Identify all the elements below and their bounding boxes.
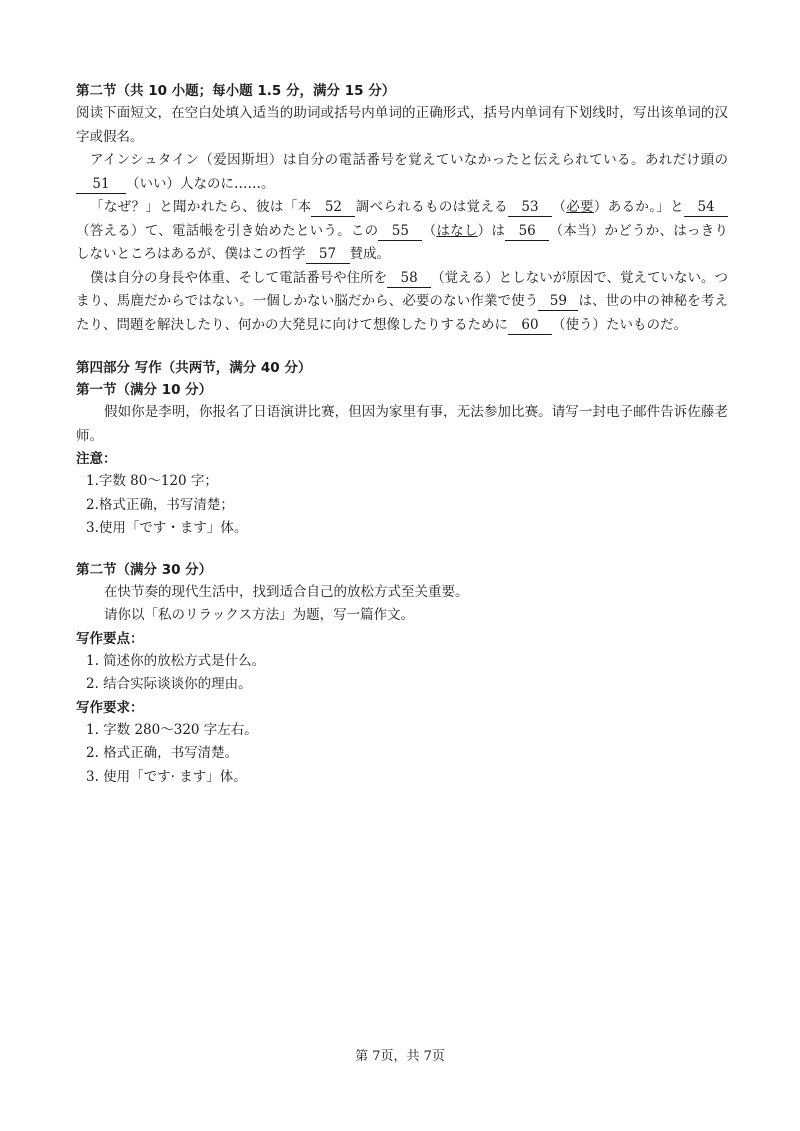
- passage-text: （覚える）としないが原因で、覚えていない。つまり、馬鹿だからではない。一個しかない脳だから、必要のない作業で使う: [76, 269, 729, 309]
- section-heading: 第二节（满分 30 分）: [76, 561, 213, 578]
- blank-59[interactable]: 59: [538, 292, 578, 311]
- notes-label: 注意：: [76, 451, 117, 467]
- passage-text: 賛成。: [349, 246, 390, 262]
- section-heading: 第二节（共 10 小题；每小题 1.5 分，满分 15 分）: [76, 83, 396, 99]
- note-item: 2.格式正确，书写清楚；: [86, 496, 234, 513]
- page-number: 第 7页，共 7页: [355, 1049, 445, 1064]
- passage-paragraph-2: [76, 196, 728, 267]
- writing-prompt: 请你以「私のリラックス方法」为题，写一篇作文。: [104, 607, 415, 623]
- part-heading: 第四部分 写作（共两节，满分 40 分）: [76, 360, 312, 376]
- passage-text: ）あるか。」と: [593, 199, 685, 215]
- passage-text: ）は: [477, 222, 506, 239]
- blank-51[interactable]: 51: [76, 175, 126, 194]
- blank-55[interactable]: 55: [378, 222, 422, 241]
- spacer: [76, 337, 728, 357]
- blank-54[interactable]: 54: [684, 198, 728, 217]
- passage-text: （: [552, 199, 567, 215]
- passage-paragraph-1: [76, 149, 728, 196]
- passage-text: 「なぜ？」と聞かれたら、彼は「本: [90, 199, 312, 215]
- requirement-item: 2. 格式正确，书写清楚。: [86, 745, 239, 761]
- passage-text: （本当）かどうか、はっきりしないところはあるが、僕はこの哲学: [76, 222, 729, 262]
- blank-58[interactable]: 58: [387, 269, 431, 288]
- point-item: 2. 结合实际谈谈你的理由。: [86, 676, 252, 692]
- passage-text: アインシュタイン（爱因斯坦）は自分の電話番号を覚えていなかったと伝えられている。あれだけ頭の: [90, 152, 728, 168]
- points-label: 写作要点：: [76, 630, 144, 647]
- blank-52[interactable]: 52: [311, 198, 355, 217]
- passage-text: （使う）たいものだ。: [552, 316, 687, 333]
- requirements-label: 写作要求：: [76, 699, 144, 716]
- passage-text: 僕は自分の身長や体重、そして電話番号や住所を: [90, 269, 388, 286]
- passage-text: （いい）人なのに……。: [126, 175, 275, 192]
- writing-prompt: 在快节奏的现代生活中，找到适合自己的放松方式至关重要。: [104, 583, 469, 600]
- note-item: 1.字数 80～120 字；: [86, 473, 218, 489]
- instruction-text: 阅读下面短文，在空白处填入适当的助词或括号内单词的正确形式，括号内单词有下划线时，写出该单词的汉字或假名。: [76, 105, 728, 145]
- point-item: 1. 简述你的放松方式是什么。: [86, 652, 266, 669]
- spacer: [76, 541, 728, 559]
- requirement-item: 3. 使用「です· ます」体。: [86, 768, 247, 785]
- writing-prompt: 假如你是李明，你报名了日语演讲比赛，但因为家里有事，无法参加比赛。请写一封电子邮件告诉佐藤老师。: [76, 404, 728, 444]
- exam-page: [76, 80, 728, 789]
- section-heading: 第一节（满分 10 分）: [76, 382, 213, 398]
- passage-text: 調べられるものは覚える: [355, 199, 509, 215]
- blank-60[interactable]: 60: [508, 316, 552, 335]
- requirement-item: 1. 字数 280～320 字左右。: [86, 721, 258, 738]
- passage-text: は、世の中の神秘を考えたり、問題を解決したり、何かの大発見に向けて想像したりするために: [76, 293, 728, 333]
- passage-text: （答える）て、電話帳を引き始めたという。この: [76, 222, 379, 239]
- blank-57[interactable]: 57: [306, 245, 350, 264]
- underlined-word: 必要: [566, 199, 594, 215]
- passage-text: （: [422, 222, 437, 239]
- blank-53[interactable]: 53: [508, 198, 552, 217]
- blank-56[interactable]: 56: [505, 222, 549, 241]
- passage-paragraph-3: [76, 267, 728, 338]
- underlined-word: はなし: [436, 222, 478, 239]
- note-item: 3.使用「です・ます」体。: [86, 520, 248, 536]
